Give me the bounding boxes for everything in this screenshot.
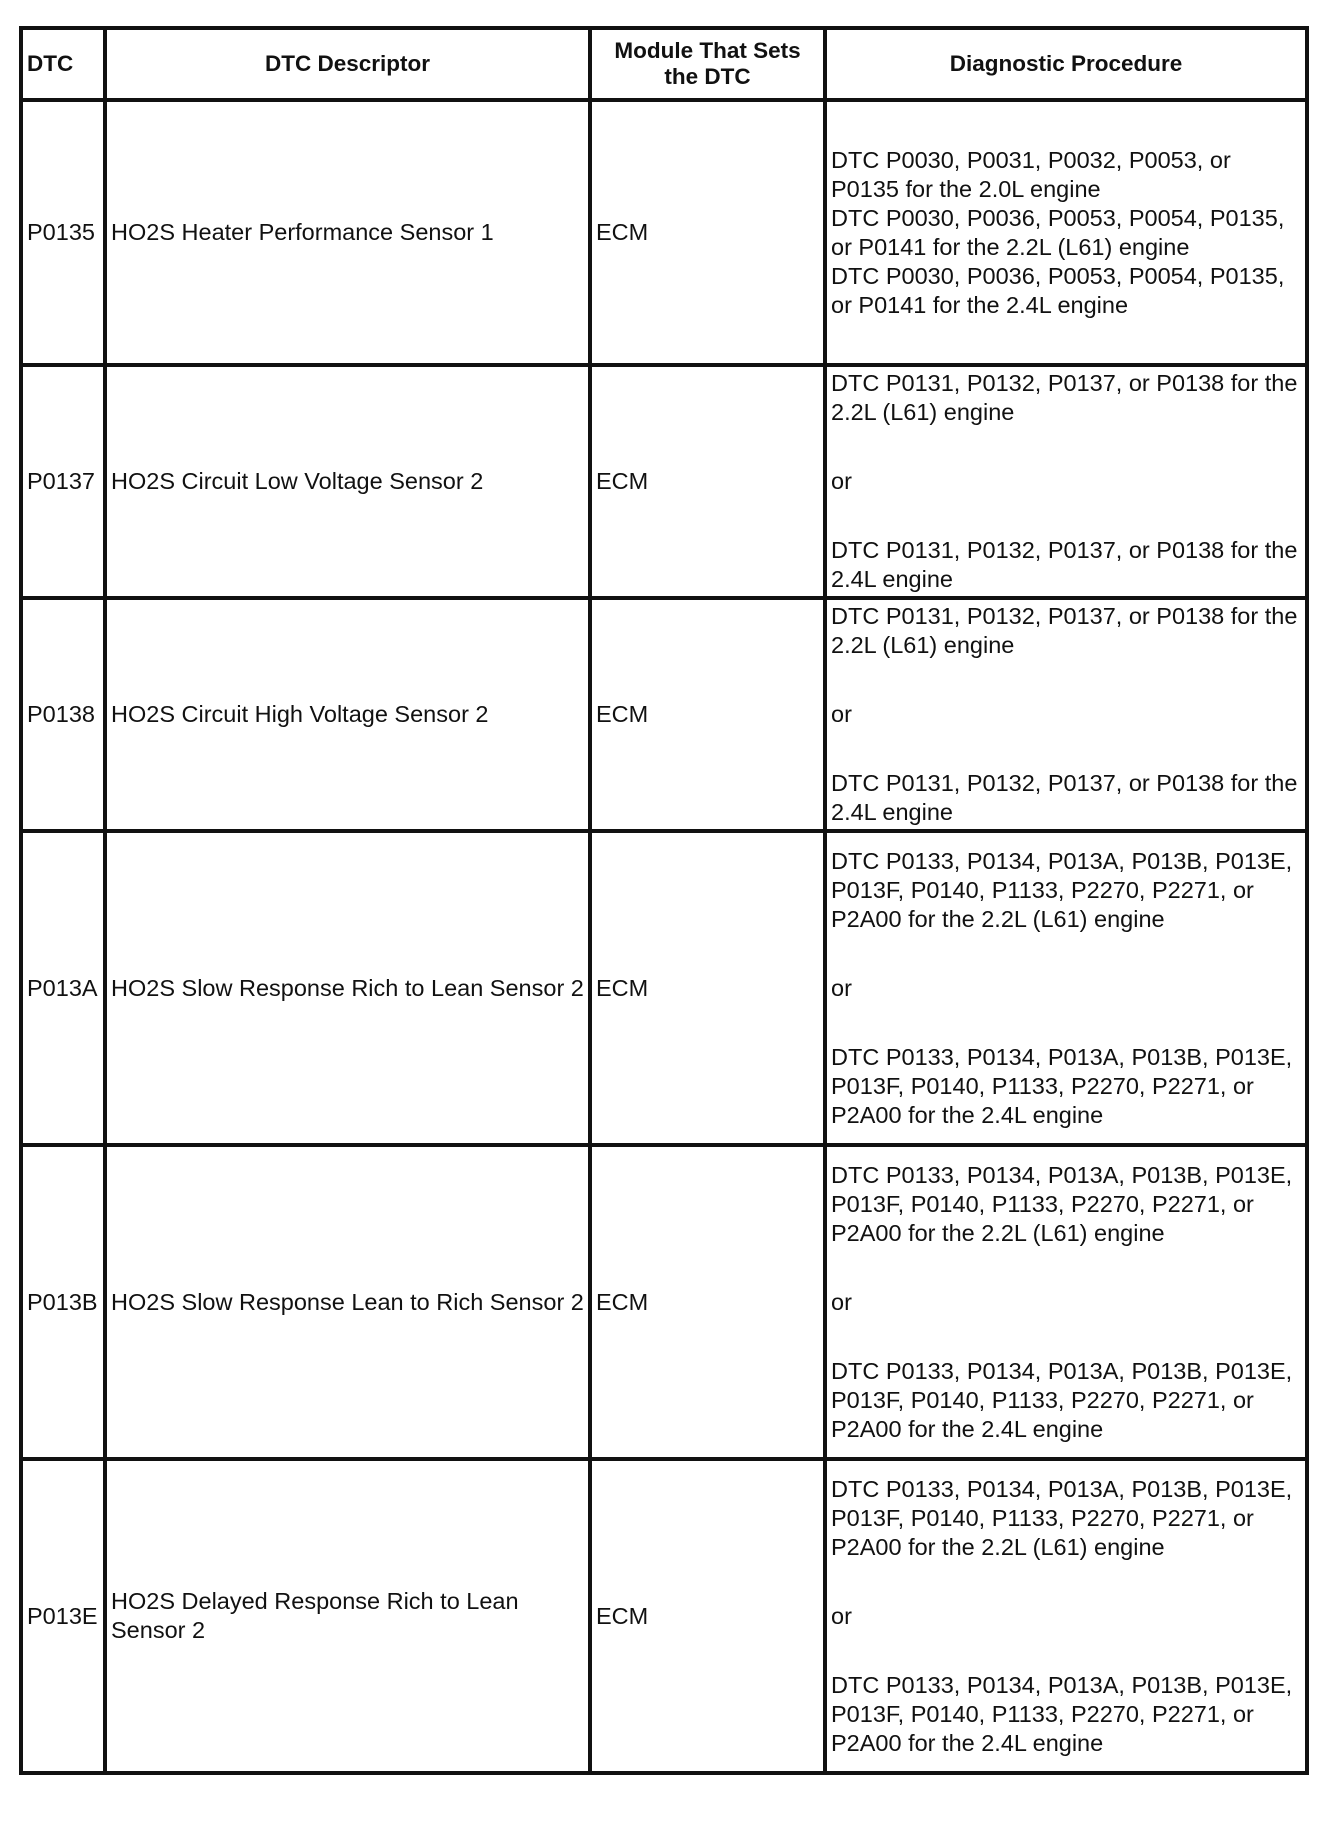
diagnostic-procedure bbox=[825, 365, 1307, 598]
diagnostic-procedure bbox=[825, 598, 1307, 831]
dtc-descriptor: HO2S Heater Performance Sensor 1 bbox=[105, 100, 590, 365]
procedure-spacer bbox=[831, 729, 1301, 769]
table-row bbox=[21, 1459, 1307, 1773]
procedure-line: DTC P0131, P0132, P0137, or P0138 for the 2.2L (L61) engine bbox=[831, 370, 1298, 425]
procedure-line: DTC P0133, P0134, P013A, P013B, P013E, P013F, P0140, P1133, P2270, P2271, or P2A00 for the 2.2L (L61) engine bbox=[831, 1161, 1293, 1246]
dtc-code: P0135 bbox=[21, 100, 105, 365]
dtc-code: P0137 bbox=[21, 365, 105, 598]
procedure-line: DTC P0133, P0134, P013A, P013B, P013E, P013F, P0140, P1133, P2270, P2271, or P2A00 for the 2.4L engine bbox=[831, 1671, 1293, 1756]
header-procedure: Diagnostic Procedure bbox=[825, 28, 1307, 100]
dtc-module: ECM bbox=[590, 365, 825, 598]
procedure-line: DTC P0131, P0132, P0137, or P0138 for the 2.4L engine bbox=[831, 537, 1298, 592]
header-dtc: DTC bbox=[21, 28, 105, 100]
table-row bbox=[21, 831, 1307, 1145]
procedure-line: or bbox=[831, 974, 852, 1001]
header-descriptor: DTC Descriptor bbox=[105, 28, 590, 100]
procedure-line: DTC P0030, P0036, P0053, P0054, P0135, or P0141 for the 2.2L (L61) engine bbox=[831, 204, 1285, 260]
procedure-line: DTC P0030, P0036, P0053, P0054, P0135, or P0141 for the 2.4L engine bbox=[831, 262, 1285, 318]
dtc-code: P013A bbox=[21, 831, 105, 1145]
procedure-line: DTC P0133, P0134, P013A, P013B, P013E, P013F, P0140, P1133, P2270, P2271, or P2A00 for the 2.4L engine bbox=[831, 1357, 1293, 1442]
procedure-spacer bbox=[831, 1631, 1301, 1671]
dtc-module: ECM bbox=[590, 1145, 825, 1459]
procedure-line: DTC P0131, P0132, P0137, or P0138 for the 2.2L (L61) engine bbox=[831, 603, 1298, 658]
procedure-spacer bbox=[831, 427, 1301, 467]
procedure-spacer bbox=[831, 1562, 1301, 1602]
dtc-table bbox=[19, 26, 1309, 1775]
dtc-descriptor: HO2S Circuit Low Voltage Sensor 2 bbox=[105, 365, 590, 598]
procedure-line: DTC P0030, P0031, P0032, P0053, or P0135 for the 2.0L engine bbox=[831, 146, 1231, 202]
dtc-code: P013B bbox=[21, 1145, 105, 1459]
table-row bbox=[21, 1145, 1307, 1459]
dtc-module: ECM bbox=[590, 831, 825, 1145]
header-module: Module That Sets the DTC bbox=[590, 28, 825, 100]
table-row bbox=[21, 365, 1307, 598]
procedure-spacer bbox=[831, 496, 1301, 536]
procedure-line: or bbox=[831, 1288, 852, 1315]
procedure-spacer bbox=[831, 1003, 1301, 1043]
procedure-line: DTC P0133, P0134, P013A, P013B, P013E, P013F, P0140, P1133, P2270, P2271, or P2A00 for the 2.2L (L61) engine bbox=[831, 1475, 1293, 1560]
procedure-spacer bbox=[831, 934, 1301, 974]
diagnostic-procedure bbox=[825, 1459, 1307, 1773]
dtc-code: P0138 bbox=[21, 598, 105, 831]
procedure-line: DTC P0133, P0134, P013A, P013B, P013E, P013F, P0140, P1133, P2270, P2271, or P2A00 for the 2.4L engine bbox=[831, 1043, 1293, 1128]
procedure-line: or bbox=[831, 1602, 852, 1629]
dtc-module: ECM bbox=[590, 1459, 825, 1773]
dtc-module: ECM bbox=[590, 100, 825, 365]
diagnostic-procedure bbox=[825, 100, 1307, 365]
procedure-spacer bbox=[831, 660, 1301, 700]
diagnostic-procedure bbox=[825, 1145, 1307, 1459]
procedure-line: DTC P0133, P0134, P013A, P013B, P013E, P013F, P0140, P1133, P2270, P2271, or P2A00 for the 2.2L (L61) engine bbox=[831, 847, 1293, 932]
procedure-line: DTC P0131, P0132, P0137, or P0138 for the 2.4L engine bbox=[831, 770, 1298, 825]
procedure-line: or bbox=[831, 468, 852, 494]
diagnostic-procedure bbox=[825, 831, 1307, 1145]
dtc-code: P013E bbox=[21, 1459, 105, 1773]
dtc-descriptor: HO2S Slow Response Lean to Rich Sensor 2 bbox=[105, 1145, 590, 1459]
table-row bbox=[21, 598, 1307, 831]
dtc-descriptor: HO2S Circuit High Voltage Sensor 2 bbox=[105, 598, 590, 831]
dtc-module: ECM bbox=[590, 598, 825, 831]
dtc-descriptor: HO2S Slow Response Rich to Lean Sensor 2 bbox=[105, 831, 590, 1145]
procedure-spacer bbox=[831, 1248, 1301, 1288]
table-header-row bbox=[21, 28, 1307, 100]
procedure-spacer bbox=[831, 1317, 1301, 1357]
dtc-descriptor: HO2S Delayed Response Rich to Lean Sensor 2 bbox=[105, 1459, 590, 1773]
table-row bbox=[21, 100, 1307, 365]
procedure-line: or bbox=[831, 701, 852, 727]
